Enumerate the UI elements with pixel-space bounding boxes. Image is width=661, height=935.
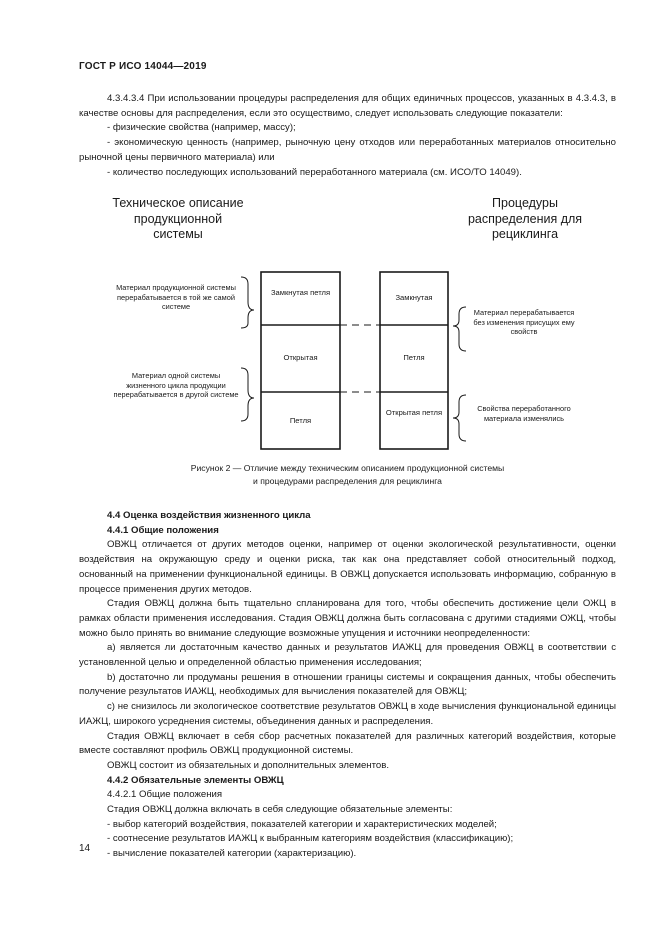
- paragraph-5: Стадия ОВЖЦ должна включать в себя следующие обязательные элементы:: [107, 804, 453, 816]
- right-brace-top: [453, 307, 466, 351]
- figure-2: [0, 190, 661, 490]
- left-cell-loop: Петля: [289, 416, 312, 425]
- intro-paragraph: 4.3.4.3.4 При использовании процедуры распределения для общих единичных процессов, указанных в 4.3.4.3, в качестве основы для распределения, если это осуществимо, следует использовать следующие показатели:: [79, 93, 616, 119]
- item-a: a) является ли достаточным качество данных и результатов ИАЖЦ для проведения ОВЖЦ в соответствии с установленной целью и определенной областью применения исследования;: [79, 642, 616, 669]
- right-brace-bottom: [453, 395, 466, 441]
- item-b: b) достаточно ли продуманы решения в отношении границы системы и сокращения данных, чтобы обеспечить получение результатов ИАЖЦ, необходимых для вычисления показателей для ОВЖЦ;: [79, 671, 616, 698]
- bullet-physical: - физические свойства (например, массу);: [107, 122, 296, 134]
- left-label-same-system: Материал продукционной системы перерабатывается в той же самой системе: [116, 283, 236, 312]
- heading-4-4-2-1: 4.4.2.1 Общие положения: [107, 789, 223, 801]
- page-number: 14: [79, 843, 91, 854]
- intro-text: [79, 92, 616, 180]
- list-item-2: - соотнесение результатов ИАЖЦ к выбранным категориям воздействия (классификацию);: [107, 833, 514, 845]
- figure-caption: [79, 462, 616, 487]
- paragraph-2: Стадия ОВЖЦ должна быть тщательно спланирована для того, чтобы обеспечить достижение цели ОЖЦ в рамках области применения исследования. Стадия ОВЖЦ должна быть согласована с другими стадиями ОЖЦ, чтобы можно было принять во внимание следующие возможные упущения и источники неопределенности:: [79, 598, 616, 639]
- left-brace-bottom: [241, 368, 254, 421]
- list-item-1: - выбор категорий воздействия, показателей категории и характеристических моделей;: [107, 818, 497, 830]
- paragraph-3: Стадия ОВЖЦ включает в себя сбор расчетных показателей для различных категорий воздействия, которые вместе составляют профиль ОВЖЦ продукционной системы.: [79, 730, 616, 757]
- right-column-title: Процедуры распределения для рециклинга: [467, 196, 583, 241]
- left-brace-top: [241, 277, 254, 328]
- right-label-unchanged: Материал перерабатывается без изменения присущих ему свойств: [473, 308, 575, 337]
- caption-line-2: и процедурами распределения для рециклинга: [253, 475, 442, 486]
- left-column-title: Техническое описание продукционной системы: [112, 196, 244, 241]
- list-item-3: - вычисление показателей категории (характеризацию).: [107, 848, 357, 860]
- document-header: ГОСТ Р ИСО 14044—2019: [79, 61, 207, 72]
- right-cell-open-loop: Открытая петля: [385, 408, 443, 417]
- right-cell-loop: Петля: [403, 353, 425, 362]
- heading-4-4-1: 4.4.1 Общие положения: [107, 524, 219, 536]
- left-cell-closed-loop: Замкнутая петля: [270, 288, 331, 297]
- right-label-changed: Свойства переработанного материала изменялись: [477, 404, 571, 423]
- bullet-uses: - количество последующих использований переработанного материала (см. ИСО/ТО 14049).: [107, 166, 522, 178]
- heading-4-4-2: 4.4.2 Обязательные элементы ОВЖЦ: [107, 774, 284, 786]
- paragraph-4: ОВЖЦ состоит из обязательных и дополнительных элементов.: [107, 759, 389, 771]
- caption-line-1: Рисунок 2 — Отличие между техническим описанием продукционной системы: [190, 463, 505, 473]
- item-c: c) не снизилось ли экологическое соответствие результатов ОВЖЦ в ходе вычисления функциональной единицы ИАЖЦ, широкого усреднения системы, объединения данных и распределения.: [79, 701, 616, 727]
- section-4-4: [79, 509, 616, 862]
- left-cell-open: Открытая: [283, 353, 318, 362]
- heading-4-4: 4.4 Оценка воздействия жизненного цикла: [107, 510, 311, 521]
- left-label-other-system: Материал одной системы жизненного цикла продукции перерабатывается в другой системе: [113, 371, 239, 400]
- bullet-economic: - экономическую ценность (например, рыночную цену отходов или переработанных материалов относительно рыночной цены первичного материала) или: [79, 137, 616, 163]
- right-cell-closed: Замкнутая: [395, 293, 433, 302]
- paragraph-1: ОВЖЦ отличается от других методов оценки, например от оценки экологической результативности, оценки воздействия на окружающую среду и оценки риска, так как она представляет собой относительный подход, основанный на применении функциональной единицы. В ОВЖЦ допускается использовать информацию, собранную в процессе применения других методов.: [79, 539, 616, 595]
- diagram-lines: [0, 190, 661, 490]
